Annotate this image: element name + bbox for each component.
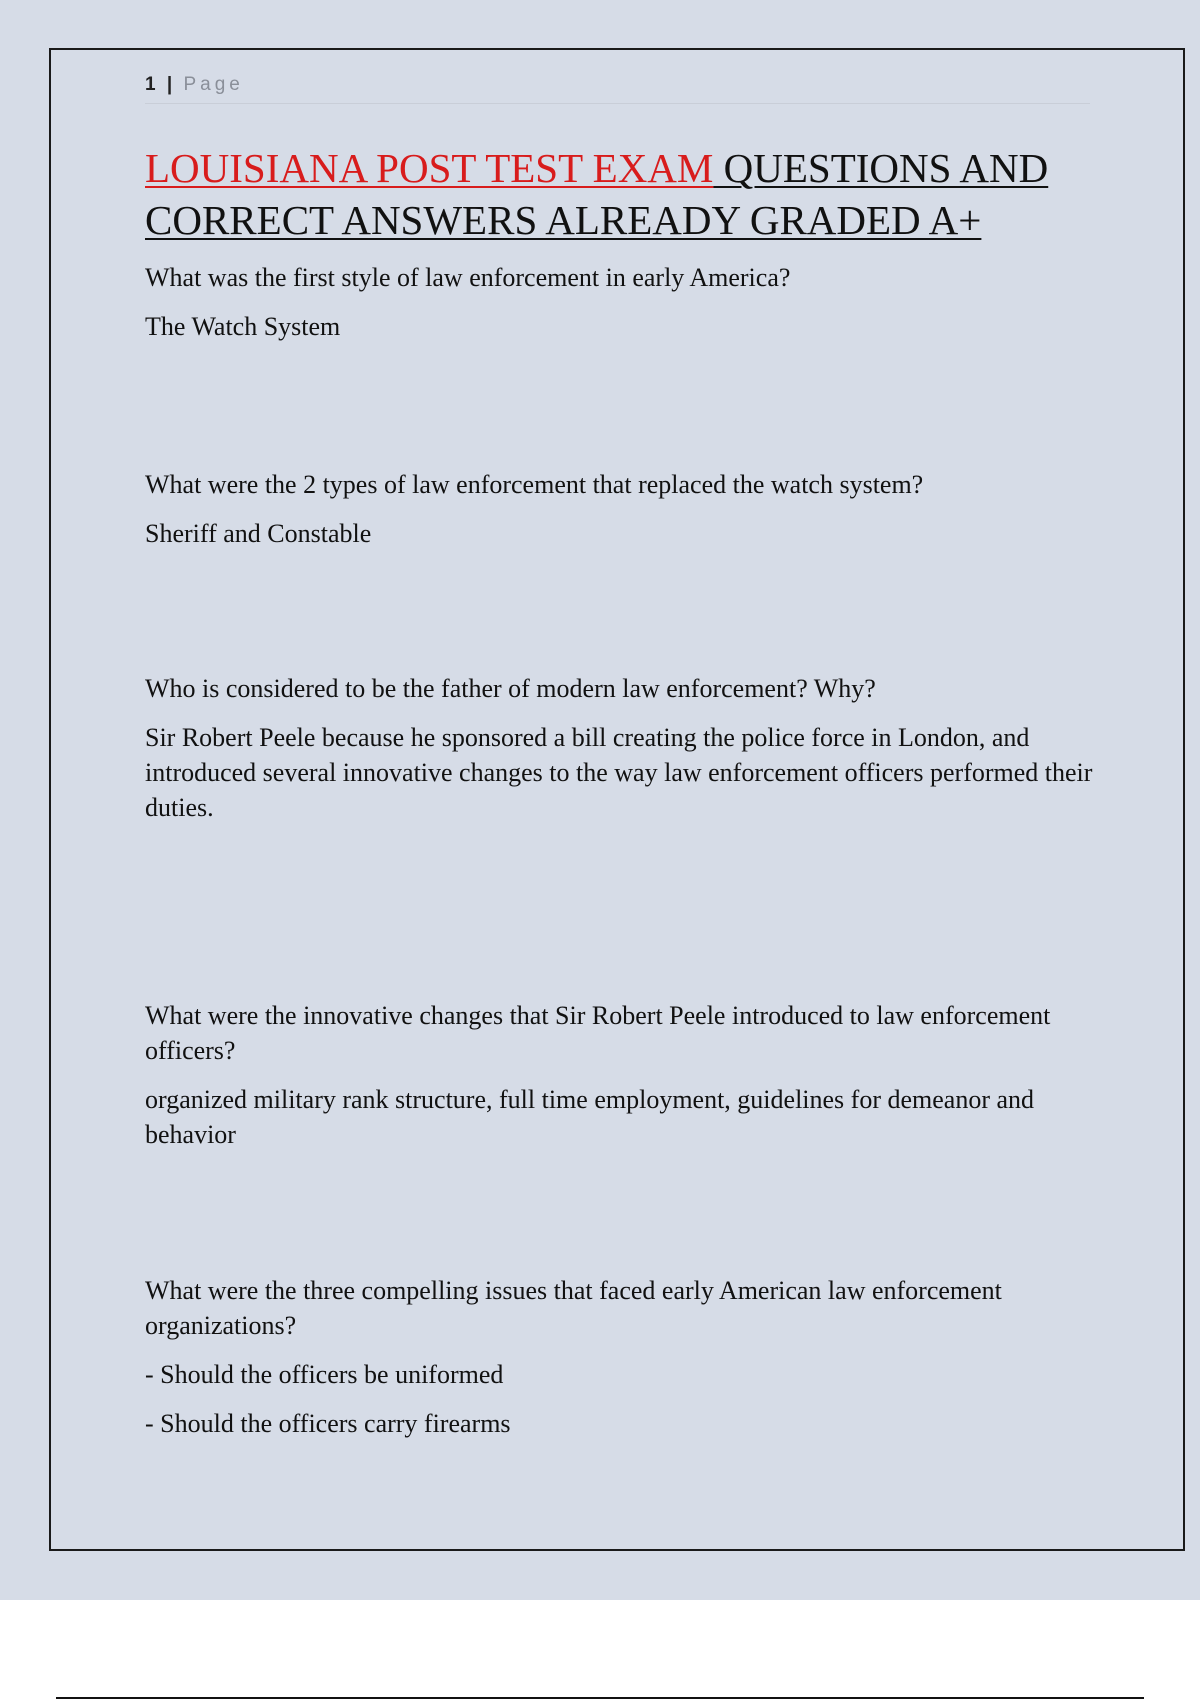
qa-item-3 bbox=[145, 671, 1100, 825]
answer-text: The Watch System bbox=[145, 312, 341, 341]
question-text: What was the first style of law enforcement in early America? bbox=[145, 263, 791, 292]
answer-text: Sir Robert Peele because he sponsored a bill creating the police force in London, and introduced several innovative changes to the way law enforcement officers performed their duties. bbox=[145, 723, 1093, 822]
qa-item-4 bbox=[145, 998, 1100, 1152]
qa-item-1 bbox=[145, 260, 1100, 344]
answer-text: - Should the officers be uniformed bbox=[145, 1360, 504, 1389]
title-part-line1: QUESTIONS AND bbox=[713, 145, 1049, 191]
qa-item-2 bbox=[145, 467, 1100, 551]
question-text: What were the 2 types of law enforcement that replaced the watch system? bbox=[145, 470, 924, 499]
question-text: What were the innovative changes that Sir Robert Peele introduced to law enforcement officers? bbox=[145, 1001, 1051, 1065]
document-title bbox=[145, 142, 1105, 246]
answer-text: Sheriff and Constable bbox=[145, 519, 372, 548]
page-number: 1 bbox=[145, 74, 158, 95]
answer-text-2: - Should the officers carry firearms bbox=[145, 1409, 511, 1438]
title-red-part: LOUISIANA POST TEST EXAM bbox=[145, 145, 714, 191]
page-header bbox=[145, 74, 244, 96]
question-text: Who is considered to be the father of modern law enforcement? Why? bbox=[145, 674, 876, 703]
question-text: What were the three compelling issues that faced early American law enforcement organizations? bbox=[145, 1276, 1002, 1340]
header-separator: | bbox=[166, 74, 175, 95]
footer-rule bbox=[56, 1697, 1144, 1699]
answer-text: organized military rank structure, full time employment, guidelines for demeanor and behavior bbox=[145, 1085, 1035, 1149]
qa-item-5 bbox=[145, 1273, 1100, 1441]
title-part-line2: CORRECT ANSWERS ALREADY GRADED A+ bbox=[145, 197, 982, 243]
header-rule bbox=[145, 103, 1090, 104]
page-label: Page bbox=[183, 74, 244, 95]
